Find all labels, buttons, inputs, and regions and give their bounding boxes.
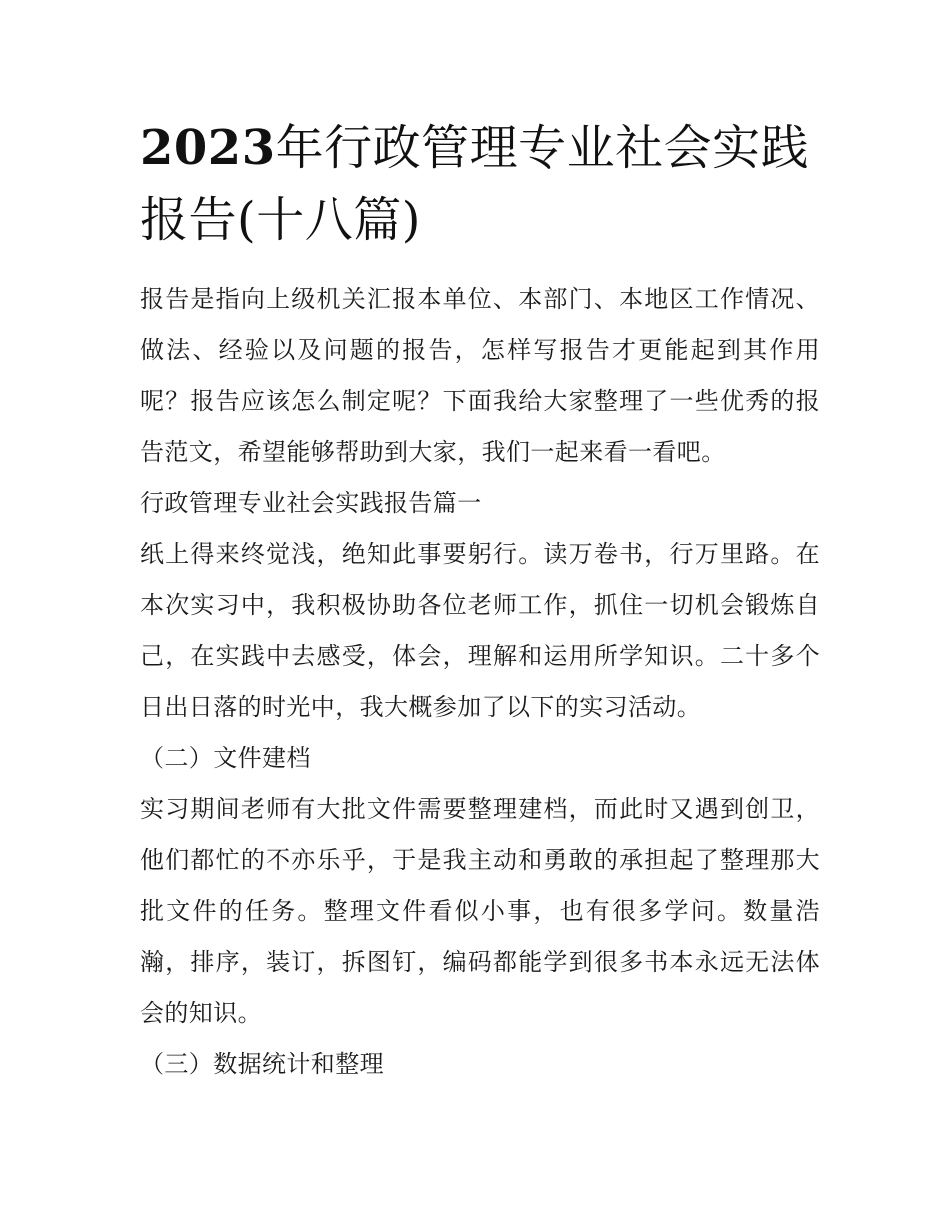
title-block — [140, 112, 820, 262]
document-page — [140, 112, 820, 1090]
subheading-data-statistics: （三）数据统计和整理 — [140, 1050, 384, 1078]
paragraph-1: 纸上得来终觉浅，绝知此事要躬行。读万卷书，行万里路。在本次实习中，我积极协助各位老师工作，抓住一切机会锻炼自己，在实践中去感受，体会，理解和运用所学知识。二十多个日出日落的时光中，我大概参加了以下的实习活动。 — [140, 540, 820, 721]
subheading-file-archiving: （二）文件建档 — [140, 744, 311, 772]
title-year: 2023 — [140, 120, 276, 176]
paragraph-2: 实习期间老师有大批文件需要整理建档，而此时又遇到创卫，他们都忙的不亦乐乎，于是我主动和勇敢的承担起了整理那大批文件的任务。整理文件看似小事，也有很多学问。数量浩瀚，排序，装订，拆图钉，编码都能学到很多书本永远无法体会的知识。 — [140, 795, 820, 1027]
section-title: 行政管理专业社会实践报告篇一 — [140, 489, 482, 517]
document-title — [140, 112, 820, 256]
title-text: 年行政管理专业社会实践报告(十八篇) — [140, 120, 810, 248]
intro-paragraph: 报告是指向上级机关汇报本单位、本部门、本地区工作情况、做法、经验以及问题的报告，怎样写报告才更能起到其作用呢？报告应该怎么制定呢？下面我给大家整理了一些优秀的报告范文，希望能够帮助到大家，我们一起来看一看吧。 — [140, 285, 820, 466]
